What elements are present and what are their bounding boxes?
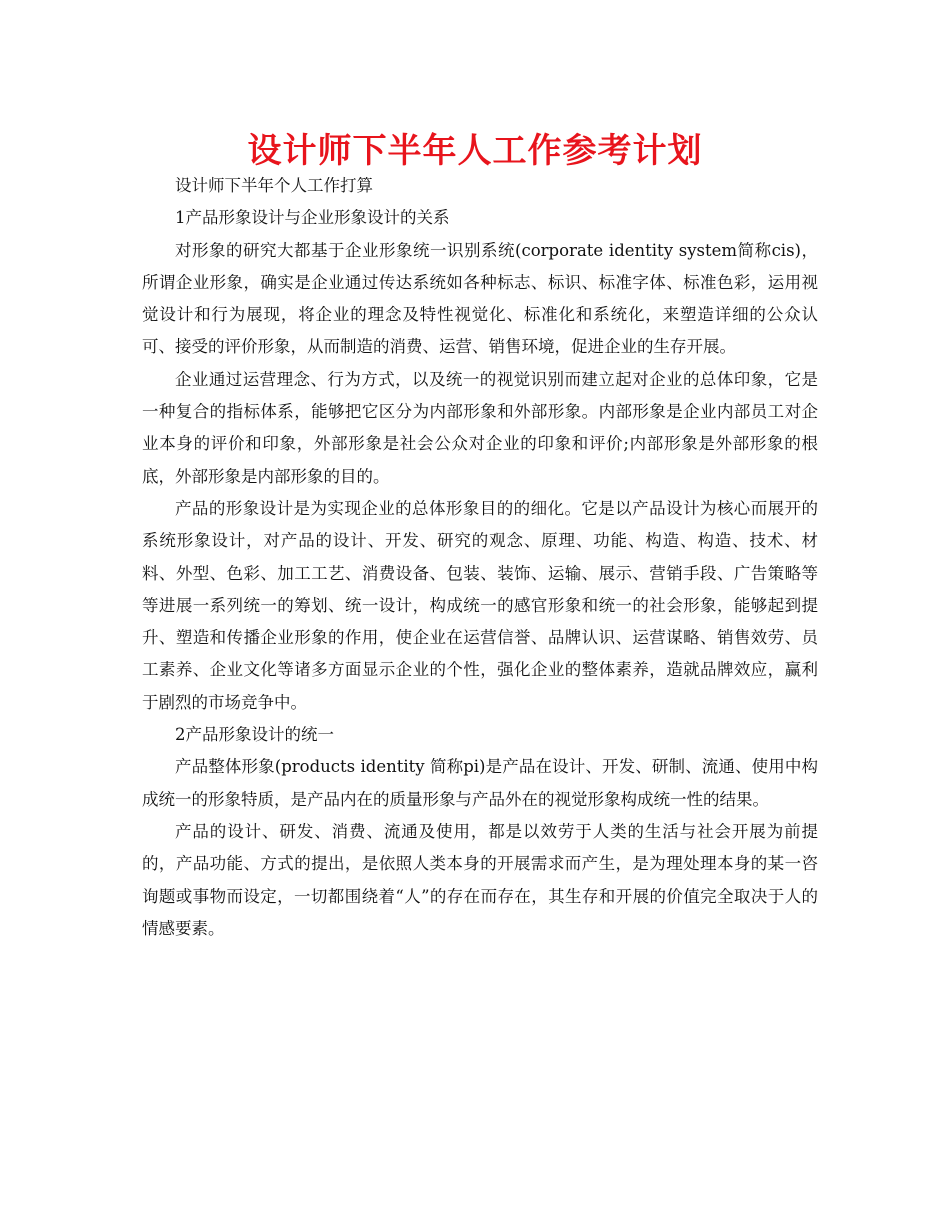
document-body bbox=[142, 170, 818, 945]
document-title: 设计师下半年人工作参考计划 bbox=[247, 131, 703, 171]
paragraph: 产品的设计、研发、消费、流通及使用，都是以效劳于人类的生活与社会开展为前提的，产品功能、方式的提出，是依照人类本身的开展需求而产生，是为理处理本身的某一咨询题或事物而设定，一切都围绕着“人”的存在而存在，其生存和开展的价值完全取决于人的情感要素。 bbox=[142, 821, 818, 938]
paragraph-subtitle: 设计师下半年个人工作打算 bbox=[175, 176, 373, 195]
paragraph-section-2-heading: 2产品形象设计的统一 bbox=[175, 725, 334, 745]
paragraph: 产品整体形象(products identity 简称pi)是产品在设计、开发、研制、流通、使用中构成统一的形象特质，是产品内在的质量形象与产品外在的视觉形象构成统一性的结果。 bbox=[142, 757, 818, 809]
paragraph-section-1-heading: 1产品形象设计与企业形象设计的关系 bbox=[175, 208, 450, 228]
paragraph: 对形象的研究大都基于企业形象统一识别系统(corporate identity system简称cis)，所谓企业形象，确实是企业通过传达系统如各种标志、标识、标准字体、标准色彩，运用视觉设计和行为展现，将企业的理念及特性视觉化、标准化和系统化，来塑造详细的公众认可、接受的评价形象，从而制造的消费、运营、销售环境，促进企业的生存开展。 bbox=[142, 240, 818, 357]
paragraph: 企业通过运营理念、行为方式，以及统一的视觉识别而建立起对企业的总体印象，它是一种复合的指标体系，能够把它区分为内部形象和外部形象。内部形象是企业内部员工对企业本身的评价和印象，外部形象是社会公众对企业的印象和评价;内部形象是外部形象的根底，外部形象是内部形象的目的。 bbox=[142, 369, 818, 486]
paragraph: 产品的形象设计是为实现企业的总体形象目的的细化。它是以产品设计为核心而展开的系统形象设计，对产品的设计、开发、研究的观念、原理、功能、构造、构造、技术、材料、外型、色彩、加工工艺、消费设备、包装、装饰、运输、展示、营销手段、广告策略等等进展一系列统一的筹划、统一设计，构成统一的感官形象和统一的社会形象，能够起到提升、塑造和传播企业形象的作用，使企业在运营信誉、品牌认识、运营谋略、销售效劳、员工素养、企业文化等诸多方面显示企业的个性，强化企业的整体素养，造就品牌效应，赢利于剧烈的市场竞争中。 bbox=[142, 498, 818, 712]
